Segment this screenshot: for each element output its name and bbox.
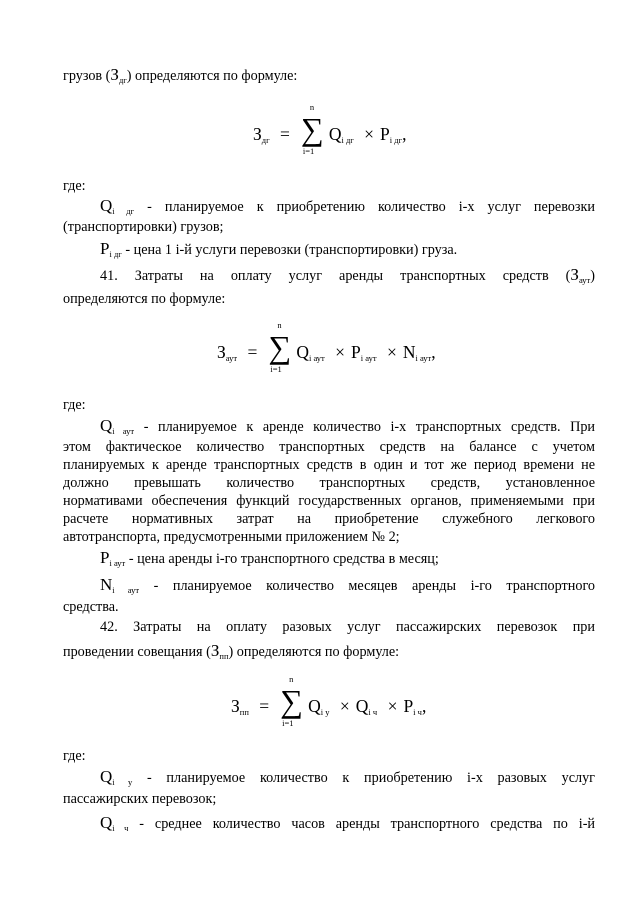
paragraph-line: расчете нормативных затрат на приобретение служебного легкового	[63, 511, 595, 527]
text: грузов (	[63, 68, 111, 84]
where-label: где:	[63, 178, 86, 194]
times-sign: ×	[339, 696, 350, 716]
formula-passenger-transport	[231, 674, 427, 728]
subscript: i ч	[112, 823, 129, 833]
subscript: i аут	[109, 558, 126, 568]
summation-icon	[268, 320, 294, 374]
formula-term-sub: i у	[320, 707, 330, 717]
paragraph-line: нормативами обеспечения функций государственных органов, применяемыми при	[63, 493, 595, 509]
subscript: i дг	[109, 249, 122, 259]
symbol-z: З	[210, 641, 220, 660]
sigma-glyph: ∑	[280, 683, 303, 719]
formula-term-sub: i ч	[368, 707, 378, 717]
formula-term-sub: i аут	[360, 353, 377, 363]
text: - планируемое к аренде количество i-х транспортных средств. При	[143, 419, 596, 435]
formula-term: P	[380, 124, 390, 144]
formula-term-sub: i аут	[415, 353, 432, 363]
where-label: где:	[63, 748, 86, 764]
formula-term: Q	[328, 124, 342, 144]
text: ) определяются по формуле:	[126, 68, 298, 84]
paragraph-line: 42. Затраты на оплату разовых услуг пассажирских перевозок при	[100, 619, 595, 635]
sum-lower-limit: i=1	[270, 364, 282, 374]
paragraph-line: пассажирских перевозок;	[63, 791, 217, 807]
formula-term: Q	[308, 696, 321, 716]
sum-lower-limit: i=1	[302, 146, 315, 156]
formula-term: P	[403, 696, 414, 716]
paragraph-line: планируемых к аренде транспортных средств в один и тот же период времени не	[63, 457, 595, 473]
paragraph-line	[100, 266, 595, 285]
formula-lhs: З	[231, 696, 240, 716]
sigma-glyph: ∑	[268, 329, 292, 365]
formula-end: ,	[402, 124, 407, 144]
summation-icon	[280, 674, 306, 728]
subscript: i у	[112, 777, 133, 787]
definition-line	[100, 240, 595, 259]
paragraph-line: автотранспорта, предусмотренными приложением № 2;	[63, 529, 400, 545]
subscript: i аут	[112, 426, 135, 436]
times-sign: ×	[364, 124, 375, 144]
formula-term-sub: i дг	[389, 135, 403, 145]
sum-upper-limit: n	[277, 320, 282, 330]
text: - планируемое к приобретению количество i-х услуг перевозки	[147, 199, 595, 215]
definition-line	[100, 417, 595, 436]
formula-term-sub: i ч	[413, 707, 422, 717]
formula-term-sub: i аут	[308, 353, 325, 363]
sum-upper-limit: n	[289, 674, 294, 684]
definition-line	[100, 768, 595, 787]
subscript: аут	[578, 275, 591, 285]
equals-sign: =	[247, 342, 258, 362]
paragraph-line: (транспортировки) грузов;	[63, 219, 224, 235]
symbol-p: P	[100, 239, 110, 258]
formula-transport-cargo	[253, 102, 407, 156]
paragraph-line: этом фактическое количество транспортных средств на балансе с учетом	[63, 439, 595, 455]
symbol-q: Q	[100, 767, 113, 786]
sigma-glyph: ∑	[300, 111, 324, 147]
text: ) определяются по формуле:	[228, 644, 400, 660]
equals-sign: =	[279, 124, 290, 144]
formula-term: N	[402, 342, 416, 362]
times-sign: ×	[387, 696, 398, 716]
formula-vehicle-rent	[217, 320, 436, 374]
text: - среднее количество часов аренды транспортного средства по i-й	[139, 816, 596, 832]
formula-lhs-sub: пп	[239, 707, 249, 717]
paragraph-line: должно превышать количество транспортных средств, установленное	[63, 475, 595, 491]
subscript: i аут	[112, 585, 140, 595]
summation-icon	[300, 102, 327, 156]
formula-term-sub: i дг	[341, 135, 354, 145]
symbol-q: Q	[100, 196, 113, 215]
text: )	[590, 268, 595, 284]
where-label: где:	[63, 397, 86, 413]
definition-line	[100, 576, 595, 595]
text: - цена 1 i-й услуги перевозки (транспортировки) груза.	[125, 242, 458, 258]
formula-lhs: З	[253, 124, 262, 144]
formula-term: Q	[355, 696, 369, 716]
text: 41. Затраты на оплату услуг аренды транспортных средств (	[100, 268, 571, 284]
times-sign: ×	[335, 342, 346, 362]
subscript: дг	[118, 75, 127, 85]
symbol-p: P	[100, 548, 110, 567]
text: - цена аренды i-го транспортного средства в месяц;	[128, 551, 439, 567]
text: - планируемое количество к приобретению i-х разовых услуг	[146, 770, 595, 786]
sum-upper-limit: n	[309, 102, 315, 112]
sum-lower-limit: i=1	[282, 718, 294, 728]
formula-lhs: З	[217, 342, 226, 362]
symbol-n: N	[100, 575, 113, 594]
formula-lhs-sub: дг	[261, 135, 270, 145]
formula-end: ,	[421, 696, 427, 716]
paragraph-line: определяются по формуле:	[63, 291, 226, 307]
definition-line	[100, 549, 595, 568]
paragraph-line	[63, 66, 595, 85]
formula-term: P	[351, 342, 361, 362]
symbol-q: Q	[100, 416, 113, 435]
subscript: i дг	[112, 206, 135, 216]
subscript: пп	[219, 651, 229, 661]
paragraph-line	[63, 642, 595, 661]
formula-term: Q	[296, 342, 309, 362]
definition-line	[100, 197, 595, 216]
equals-sign: =	[259, 696, 270, 716]
symbol-z: З	[570, 265, 579, 284]
times-sign: ×	[386, 342, 397, 362]
symbol-q: Q	[100, 813, 113, 832]
formula-end: ,	[431, 342, 436, 362]
formula-lhs-sub: аут	[225, 353, 238, 363]
text: - планируемое количество месяцев аренды i-го транспортного	[153, 578, 596, 594]
text: проведении совещания (	[63, 644, 211, 660]
paragraph-line: средства.	[63, 599, 119, 615]
definition-line	[100, 814, 595, 833]
symbol-z: З	[110, 65, 119, 84]
